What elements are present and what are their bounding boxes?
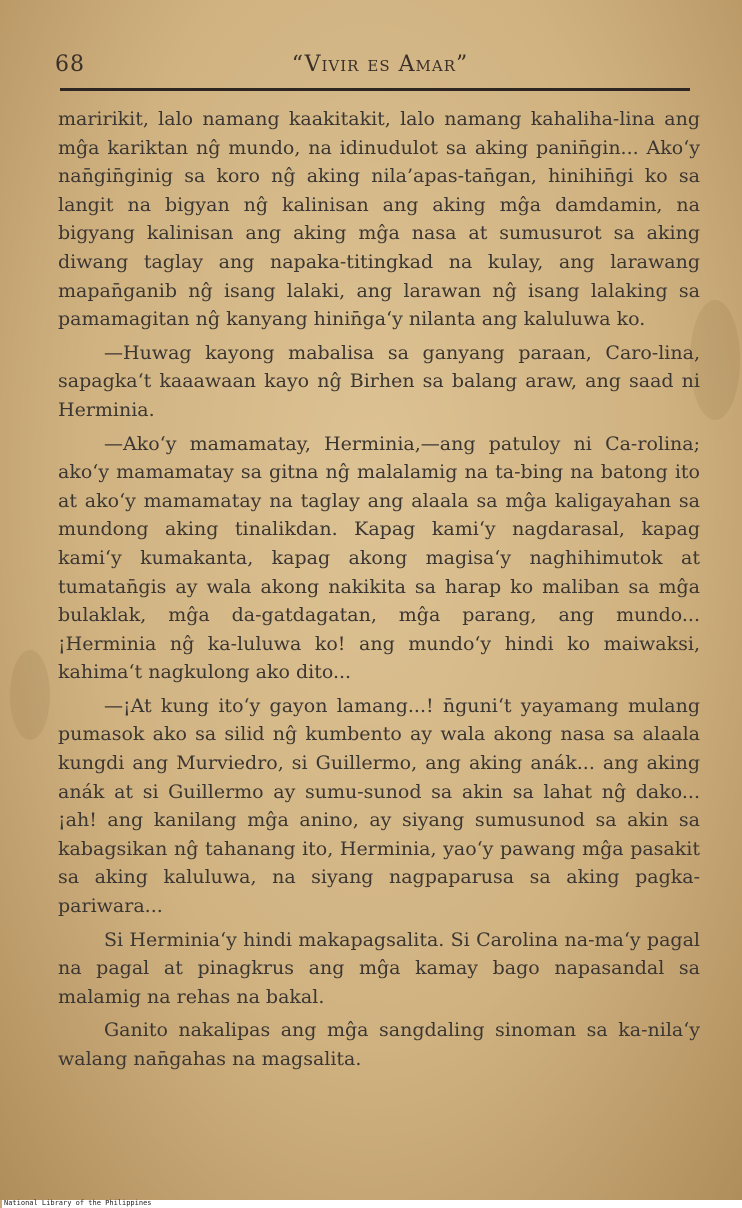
paragraph: maririkit, lalo namang kaakitakit, lalo namang kahaliha-lina ang mĝa kariktan nĝ mundo, na idinudulot sa aking panin̄gin... Ako‘y nan̄gin̄ginig sa koro nĝ aking nila’apas-tan̄gan, hinihin̄gi ko sa langit na bigyan nĝ kalinisan ang aking mĝa damdamin, na bigyang kalinisan ang aking mĝa nasa at sumusurot sa aking diwang taglay ang napaka-titingkad na kulay, ang larawang mapan̄ganib nĝ isang lalaki, ang larawan nĝ isang lalaking sa pamamagitan nĝ kanyang hinin̄ga‘y nilanta ang kaluluwa ko. — [58, 108, 700, 331]
paragraph: Si Herminia‘y hindi makapagsalita. Si Carolina na-ma‘y pagal na pagal at pinagkrus ang mĝa kamay bago napasandal sa malamig na rehas na bakal. — [58, 928, 700, 1008]
paragraph: —Ako‘y mamamatay, Herminia,—ang patuloy ni Ca-rolina; ako‘y mamamatay sa gitna nĝ malalamig na ta-bing na batong ito at ako‘y mamamatay na taglay ang alaala sa mĝa kaligayahan sa mundong aking tinalikdan. Kapag kami‘y nagdarasal, kapag kami‘y kumakanta, kapag akong magisa‘y naghihimutok at tumatan̄gis ay wala akong nakikita sa harap ko maliban sa mĝa bulaklak, mĝa da-gatdagatan, mĝa parang, ang mundo... ¡Herminia nĝ ka-luluwa ko! ang mundo‘y hindi ko maiwaksi, kahima‘t nagkulong ako dito... — [58, 432, 700, 684]
header-rule — [60, 88, 690, 91]
paper-stain — [10, 650, 50, 740]
body-text — [58, 105, 700, 1074]
page-number: 68 — [55, 52, 85, 77]
paragraph: —Huwag kayong mabalisa sa ganyang paraan, Caro-lina, sapagka‘t kaaawaan kayo nĝ Birhen sa balang araw, ang saad ni Herminia. — [58, 341, 700, 421]
page-header — [55, 50, 705, 80]
scan-footer — [2, 1200, 742, 1208]
paragraph: —¡At kung ito‘y gayon lamang...! n̄guni‘t yayamang mulang pumasok ako sa silid nĝ kumbento ay wala akong nasa sa alaala kungdi ang Murviedro, si Guillermo, ang aking anák... ang aking anák at si Guillermo ay sumu-sunod sa akin sa lahat nĝ dako... ¡ah! ang kanilang mĝa anino, ay siyang sumusunod sa akin sa kabagsikan nĝ tahanang ito, Herminia, yao‘y pawang mĝa pasakit sa aking kaluluwa, na siyang nagpaparusa sa aking pagka-pariwara... — [58, 694, 700, 918]
paragraph: Ganito nakalipas ang mĝa sangdaling sinoman sa ka-nila‘y walang nan̄gahas na magsalita. — [58, 1019, 700, 1070]
library-credit: National Library of the Philippines — [4, 1199, 152, 1207]
running-title: “Vivir es Amar” — [291, 52, 469, 77]
